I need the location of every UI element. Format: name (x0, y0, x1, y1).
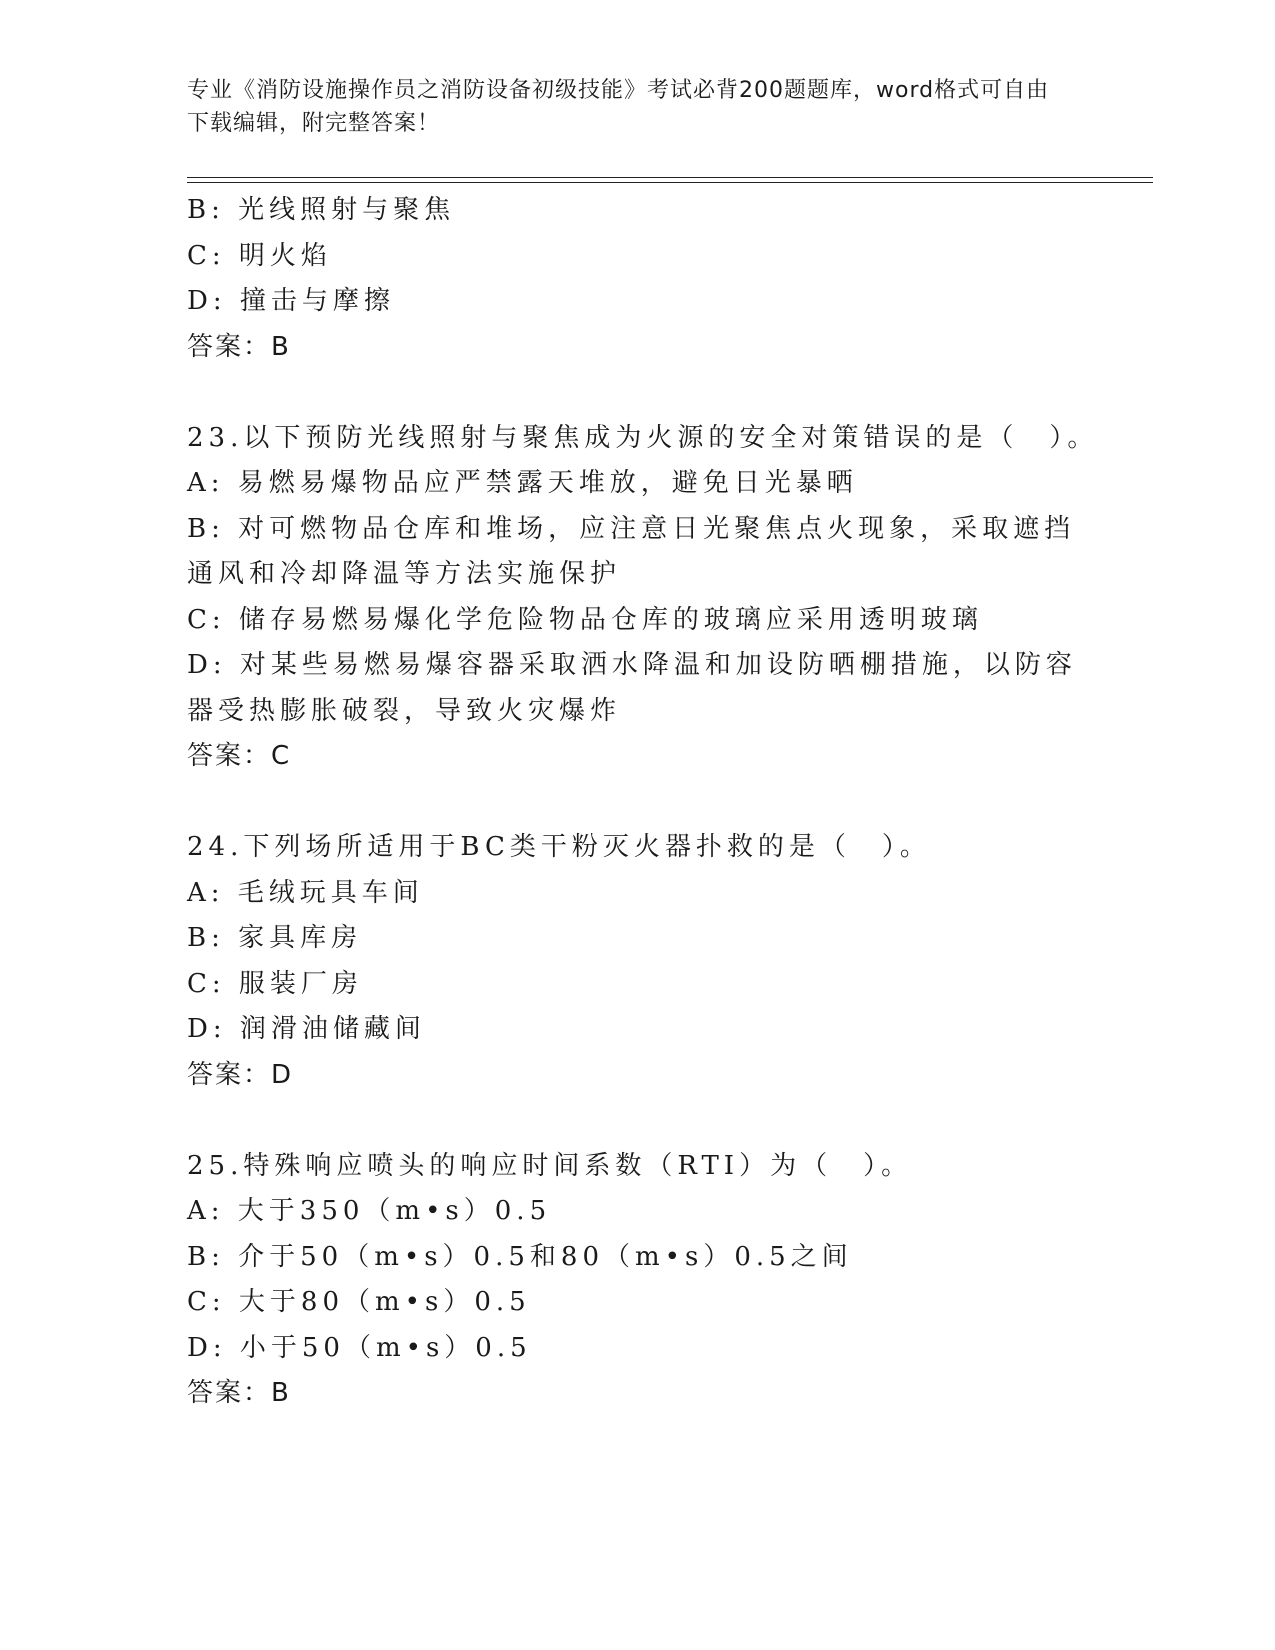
option-d: D: 撞击与摩擦 (187, 286, 395, 316)
option-b: B: 对可燃物品仓库和堆场，应注意日光聚焦点火现象，采取遮挡通风和冷却降温等方法实施保护 (187, 513, 1076, 589)
option-c: C: 大于80（m•s）0.5 (187, 1287, 531, 1317)
question-block (187, 825, 1087, 1098)
answer-line: 答案：D (187, 1059, 294, 1090)
option-c: C: 储存易燃易爆化学危险物品仓库的玻璃应采用透明玻璃 (187, 604, 983, 635)
option-b: B: 介于50（m•s）0.5和80（m•s）0.5之间 (187, 1241, 853, 1272)
answer-line: 答案：C (187, 741, 292, 771)
document-header: 专业《消防设施操作员之消防设备初级技能》考试必背200题题库，word格式可自由下载编辑，附完整答案！ (187, 78, 1050, 136)
answer-line: 答案：B (187, 1378, 291, 1408)
question-block (187, 1144, 1087, 1417)
spacer (187, 370, 1087, 416)
option-c: C: 明火焰 (187, 240, 332, 271)
header-rule-top (187, 177, 1153, 178)
option-d: D: 小于50（m•s）0.5 (187, 1332, 532, 1363)
option-a: A: 毛绒玩具车间 (187, 877, 424, 908)
question-text: 25.特殊响应喷头的响应时间系数（RTI）为（ ）。 (187, 1150, 913, 1181)
option-a: A: 易燃易爆物品应严禁露天堆放，避免日光暴晒 (187, 468, 858, 498)
question-content (187, 188, 1099, 1417)
question-block (187, 416, 1099, 780)
option-c: C: 服装厂房 (187, 968, 363, 999)
question-fragment (187, 188, 1087, 370)
question-text: 23.以下预防光线照射与聚焦成为火源的安全对策错误的是（ ）。 (187, 422, 1099, 453)
question-text: 24.下列场所适用于BC类干粉灭火器扑救的是（ ）。 (187, 832, 931, 862)
option-d: D: 对某些易燃易爆容器采取洒水降温和加设防晒棚措施，以防容器受热膨胀破裂，导致火灾爆炸 (187, 650, 1077, 726)
answer-line: 答案：B (187, 331, 291, 362)
option-a: A: 大于350（m•s）0.5 (187, 1196, 552, 1226)
spacer (187, 780, 1087, 826)
spacer (187, 1098, 1087, 1144)
option-d: D: 润滑油储藏间 (187, 1014, 426, 1044)
option-b: B: 家具库房 (187, 923, 363, 953)
header-rule-bottom (187, 182, 1153, 183)
option-b: B: 光线照射与聚焦 (187, 195, 456, 225)
